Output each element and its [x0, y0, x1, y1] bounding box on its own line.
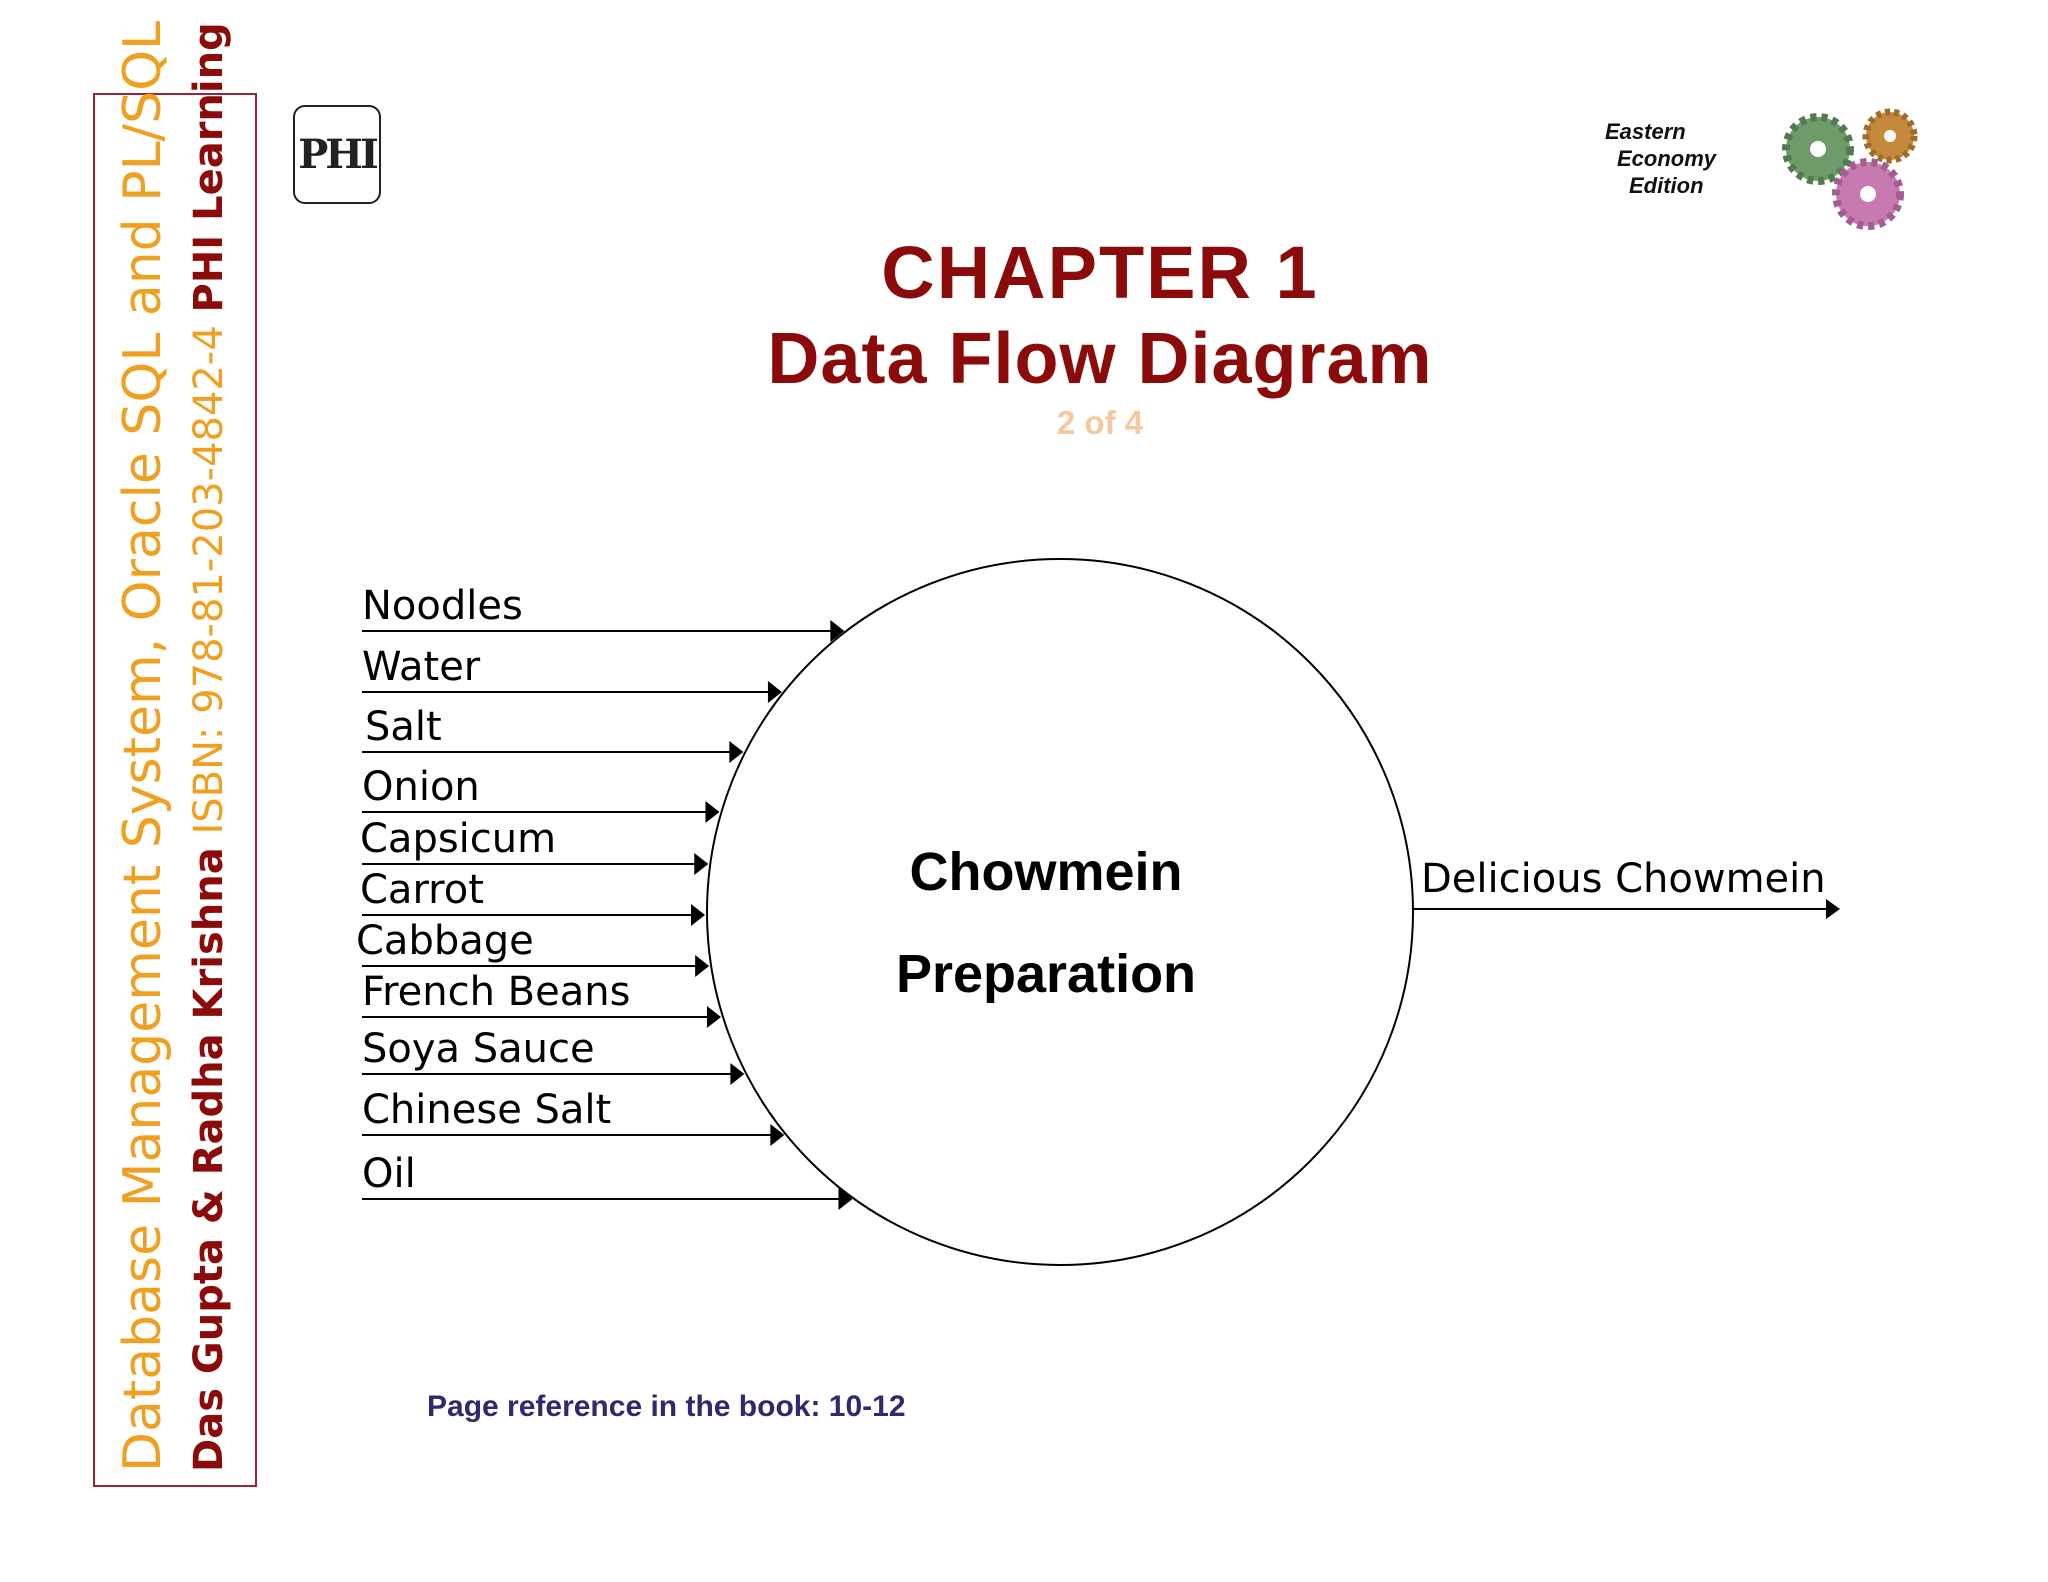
phi-logo: PHI	[293, 105, 381, 204]
input-label: Chinese Salt	[362, 1087, 612, 1133]
input-label: Oil	[362, 1151, 416, 1197]
page-indicator: 2 of 4	[1056, 404, 1144, 441]
process-label-line2: Preparation	[895, 944, 1197, 1004]
diagram-title: Data Flow Diagram	[767, 319, 1433, 399]
input-arrowhead	[770, 1124, 784, 1146]
input-label: Capsicum	[360, 816, 557, 862]
page-reference: Page reference in the book: 10-12	[427, 1390, 906, 1423]
input-label: Cabbage	[356, 918, 534, 964]
authors: Das Gupta & Radha Krishna	[186, 847, 232, 1472]
input-flow	[362, 1087, 784, 1146]
output-flow	[1413, 856, 1840, 919]
eee-line-2: Economy	[1617, 146, 1717, 171]
input-label: Soya Sauce	[362, 1026, 595, 1072]
input-arrowhead	[695, 955, 709, 977]
input-flow	[362, 969, 721, 1028]
input-arrowhead	[768, 681, 782, 703]
input-label: French Beans	[362, 969, 631, 1015]
output-label: Delicious Chowmein	[1421, 856, 1826, 902]
input-label: Noodles	[362, 583, 523, 629]
input-flow	[362, 1026, 744, 1085]
chapter-title: CHAPTER 1	[881, 231, 1319, 314]
input-label: Carrot	[360, 867, 484, 913]
input-label: Onion	[362, 764, 480, 810]
input-arrowhead	[705, 801, 719, 823]
input-flow	[362, 644, 782, 703]
input-flow	[362, 1151, 852, 1210]
output-arrowhead	[1826, 899, 1840, 919]
eee-line-3: Edition	[1629, 173, 1704, 198]
input-label: Water	[362, 644, 481, 690]
input-label: Salt	[365, 704, 442, 750]
input-flow	[362, 704, 743, 763]
process-label-line1: Chowmein	[909, 842, 1183, 902]
input-flow	[362, 764, 719, 823]
input-arrowhead	[707, 1006, 721, 1028]
isbn: ISBN: 978-81-203-4842-4	[186, 325, 232, 835]
publisher: PHI Learning	[186, 22, 232, 313]
process-circle	[707, 559, 1413, 1265]
input-flows	[356, 583, 852, 1210]
book-title: Database Management System, Oracle SQL and PL/SQL	[113, 21, 173, 1472]
input-arrowhead	[691, 904, 705, 926]
eee-line-1: Eastern	[1605, 119, 1686, 144]
input-arrowhead	[694, 853, 708, 875]
input-flow	[362, 583, 844, 642]
